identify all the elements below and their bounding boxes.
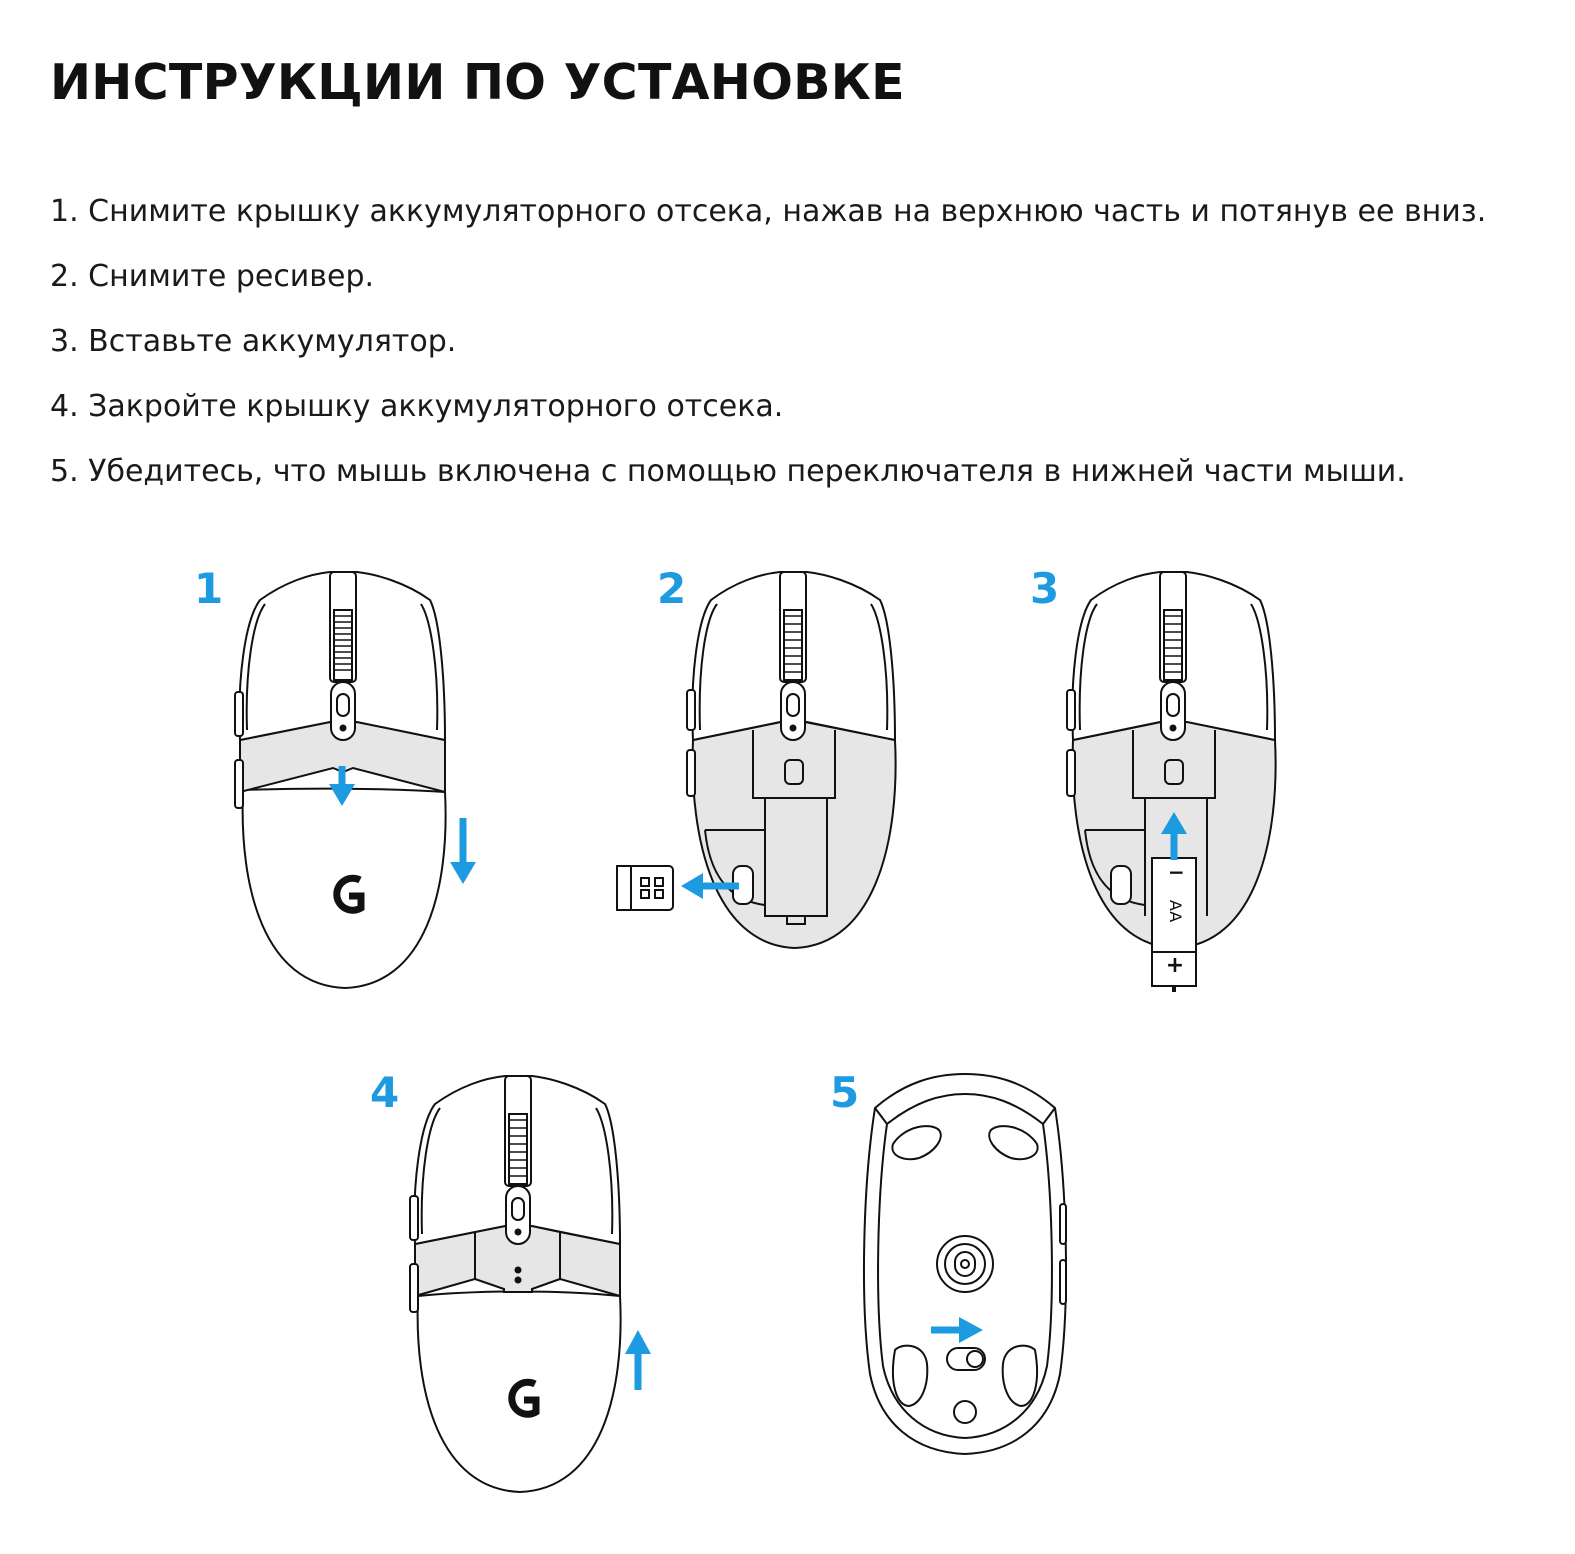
instruction-step: 4. Закройте крышку аккумуляторного отсека. [50, 389, 784, 424]
figure-4-number: 4 [370, 1068, 400, 1117]
figure-3-number: 3 [1030, 564, 1060, 613]
page-title: ИНСТРУКЦИИ ПО УСТАНОВКЕ [50, 54, 905, 111]
instruction-step: 3. Вставьте аккумулятор. [50, 324, 457, 359]
figure-2-number: 2 [657, 564, 687, 613]
instruction-list [50, 186, 1486, 511]
figure-4-illustration [400, 1064, 670, 1504]
figure-5-number: 5 [830, 1068, 860, 1117]
figure-1-number: 1 [194, 564, 224, 613]
figure-2-illustration [605, 560, 905, 960]
battery-minus-label: − [1168, 860, 1185, 884]
figure-1-illustration [225, 560, 495, 1000]
instruction-step: 5. Убедитесь, что мышь включена с помощью переключателя в нижней части мыши. [50, 454, 1406, 489]
instruction-step: 2. Снимите ресивер. [50, 259, 375, 294]
battery-type-label: AA [1166, 899, 1185, 923]
figure-5-illustration [855, 1064, 1085, 1464]
battery-plus-label: + [1165, 953, 1185, 978]
figure-3-illustration [1058, 560, 1298, 1000]
instruction-step: 1. Снимите крышку аккумуляторного отсека, нажав на верхнюю часть и потянув ее вниз. [50, 194, 1487, 229]
